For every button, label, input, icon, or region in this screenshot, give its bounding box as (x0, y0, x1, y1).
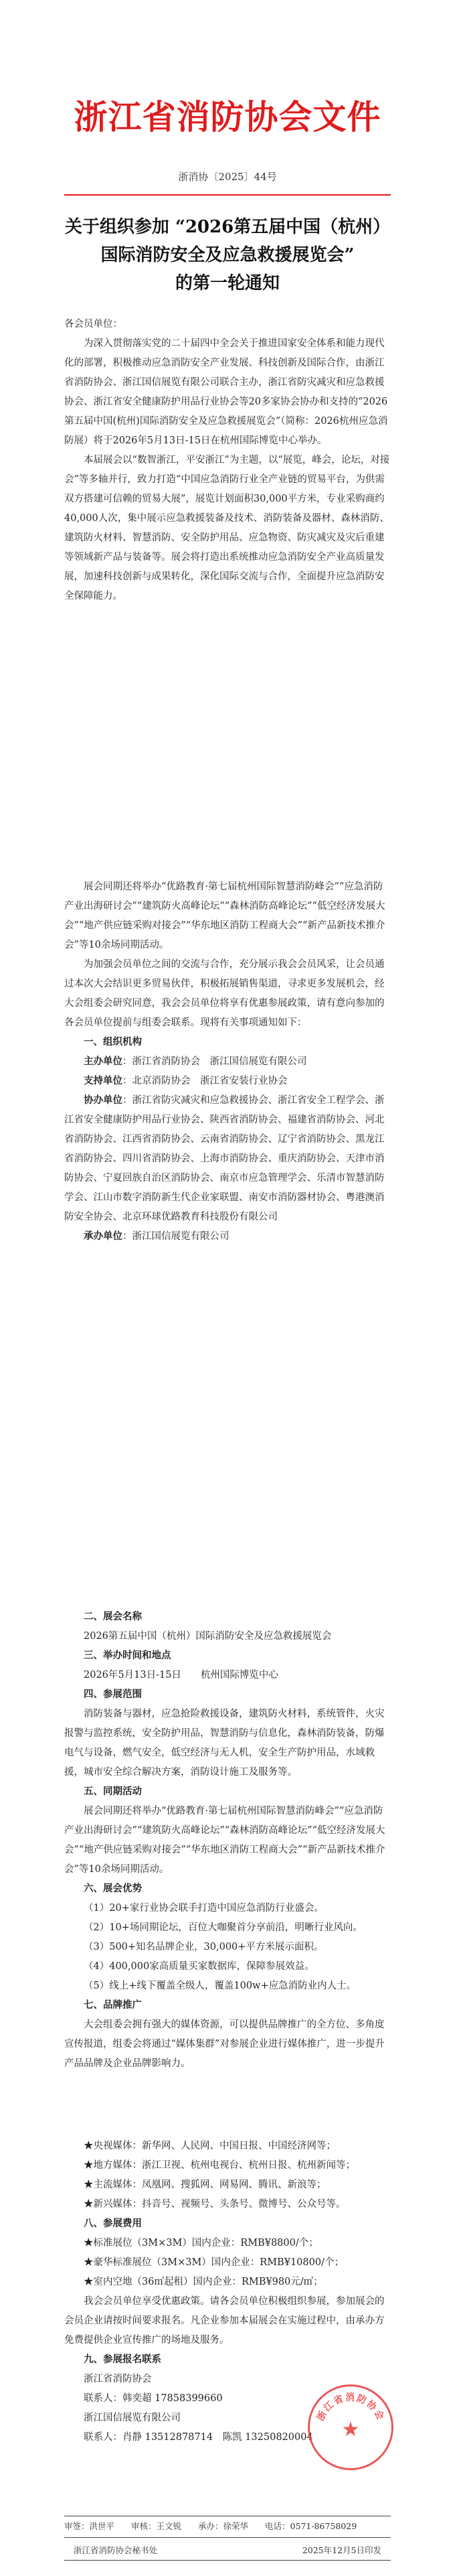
media-item: ★央视媒体：新华网、人民网、中国日报、中国经济网等； (84, 2141, 336, 2151)
intro-paragraph: 为加强会员单位之间的交流与合作，充分展示我会会员风采，让会员通过本次大会结识更多贸易伙伴，积极拓展销售渠道，寻求更多发展机会，经大会组委会研究同意，我会会员单位将享有优惠参展政策，请有意向参加的各会员单位提前与组委会联系。现将有关事项通知如下： (64, 959, 385, 1028)
notice-title-line: 关于组织参加 “2026第五届中国（杭州） (64, 217, 391, 237)
header-divider (64, 194, 391, 196)
section-title: 五、同期活动 (84, 1786, 142, 1797)
section-body: 2026年5月13日-15日 杭州国际博览中心 (84, 1670, 278, 1680)
salutation: 各会员单位： (64, 319, 122, 330)
org-value: 北京消防协会 浙江省安装行业协会 (132, 1076, 288, 1086)
org-row: 协办单位：浙江省防灾减灾和应急救援协会、浙江省安全工程学会、浙江省安全健康防护用品行业协会、陕西省消防协会、福建省消防协会、河北省消防协会、江西省消防协会、云南省消防协会、辽宁省消防协会、黑龙江省消防协会、四川省消防协会、上海市消防协会、重庆消防协会、天津市消防协会、宁夏回族自治区消防协会、南京市应急管理学会、乐清市智慧消防学会、江山市数字消防新生代企业家联盟、南安市消防器材协会、粤港澳消防安全协会、北京环球优路教育科技股份有限公司 (64, 1095, 385, 1222)
footer-divider (64, 2560, 391, 2561)
intro-paragraph: 本届展会以“数智浙江，平安浙江”为主题，以“展览，峰会，论坛，对接会”等多轴并行，致力打造“中国应急消防行业全产业链的贸易平台，为供需双方搭建可信赖的贸易大展”，展览计划面积30,000平方米，专业采购商约40,000人次，集中展示应急救援装备及技术、消防装备及器材、森林消防、建筑防火材料、智慧消防、安全防护用品、应急物资、防灾减灾及灾后重建等领域新产品与装备等。展会将打造出系统推动应急消防安全产业高质量发展，加速科技创新与成果转化，深化国际交流与合作，全面提升应急消防安全保障能力。 (64, 455, 390, 601)
advantage-item: （3）500+知名品牌企业，30,000+平方米展示面积。 (84, 1942, 324, 1952)
seal-text: 浙江省消防协会 (315, 2392, 386, 2423)
footer-issuer: 浙江省消防协会秘书处 (74, 2545, 158, 2555)
media-item: ★主流媒体：凤凰网、搜狐网、网易网、腾讯、新浪等； (84, 2179, 327, 2190)
section-title: 一、组织机构 (84, 1037, 142, 1048)
section-title: 七、品牌推广 (84, 2000, 142, 2011)
intro-paragraph: 为深入贯彻落实党的二十届四中全会关于推进国家安全体系和能力现代化的部署，积极推动应急消防安全产业发展、科技创新及国际合作，由浙江省消防协会、浙江国信展览有限公司联合主办，浙江省防灾减灾和应急救援协会、浙江省安全健康防护用品行业协会等20多家协会协办和支持的“2026第五届中国(杭州)国际消防安全及应急救援展览会”（简称：2026杭州应急消防展）将于2026年5月13日-15日在杭州国际博览中心举办。 (64, 338, 388, 446)
section-body: 2026第五届中国（杭州）国际消防安全及应急救援展览会 (84, 1631, 332, 1642)
org-value: 浙江省消防协会 浙江国信展览有限公司 (132, 1056, 307, 1067)
org-label: 承办单位 (84, 1231, 122, 1242)
contact-line: 浙江省消防协会 (84, 2374, 152, 2384)
fee-item: ★室内空地（36㎡起租）国内企业：RMB¥980元/㎡； (84, 2277, 323, 2287)
seal-star-icon: ★ (341, 2418, 360, 2441)
header-title: 浙江省消防协会文件 (74, 97, 381, 137)
section-title: 九、参展报名联系 (84, 2354, 161, 2365)
advantage-item: （2）10+场同期论坛，百位大咖聚首分享前沿，明晰行业风向。 (84, 1922, 363, 1933)
org-value: 浙江国信展览有限公司 (132, 1231, 230, 1242)
org-row: 支持单位：北京消防协会 浙江省安装行业协会 (84, 1076, 288, 1086)
details-section (64, 1607, 391, 2074)
section-body: 大会组委会拥有强大的媒体资源，可以提供品牌推广的全方位、多角度宣传报道，组委会将通过“媒体集群”对参展企业进行媒体推广，进一步提升产品品牌及企业品牌影响力。 (64, 2019, 385, 2069)
media-item: ★新兴媒体：抖音号、视频号、头条号、微博号、公众号等。 (84, 2199, 346, 2210)
fee-note: 我会会员单位享受优惠政策。请各会员单位积极组织参展，参加展会的会员企业请按时间要求报名。凡企业参加本届展会在实施过程中，由承办方免费提供企业宣传推广的场地及服务。 (64, 2296, 385, 2346)
intro-paragraph: 展会同期还将举办“优路教育·第七届杭州国际智慧消防峰会”“应急消防产业出海研讨会”“建筑防火高峰论坛”“森林消防高峰论坛”“低空经济发展大会”“地产供应链采购对接会”“华东地区消防工程商大会”“新产品新技术推介会”等10余场同期活动。 (64, 881, 385, 950)
notice-title-line: 国际消防安全及应急救援展览会” (100, 245, 355, 265)
intro-section (64, 315, 391, 606)
footer-date: 2025年12月5日印发 (302, 2545, 381, 2555)
section-body: 消防装备与器材，应急抢险救援设备，建筑防火材料，系统管件，火灾报警与监控系统，安全防护用品，智慧消防与信息化，森林消防装备，防爆电气与设备，燃气安全，低空经济与无人机，安全生产防护用品，水域救援，城市安全综合解决方案，消防设计施工及服务等。 (64, 1709, 385, 1778)
org-label: 协办单位 (84, 1095, 122, 1106)
fee-item: ★标准展位（3M×3M）国内企业：RMB¥8800/个； (84, 2238, 318, 2248)
org-value: 浙江省防灾减灾和应急救援协会、浙江省安全工程学会、浙江省安全健康防护用品行业协会、陕西省消防协会、福建省消防协会、河北省消防协会、江西省消防协会、云南省消防协会、辽宁省消防协会、黑龙江省消防协会、四川省消防协会、上海市消防协会、重庆消防协会、天津市消防协会、宁夏回族自治区消防协会、南京市应急管理学会、乐清市智慧消防学会、江山市数字消防新生代企业家联盟、南安市消防器材协会、粤港澳消防安全协会、北京环球优路教育科技股份有限公司 (64, 1095, 385, 1222)
contact-line: 浙江国信展览有限公司 (84, 2413, 181, 2423)
section-title: 六、展会优势 (84, 1883, 142, 1894)
footer-divider (64, 2537, 391, 2538)
notice-title-line: 的第一轮通知 (175, 273, 280, 293)
fee-item: ★豪华标准展位（3M×3M）国内企业：RMB¥10800/个； (84, 2257, 344, 2268)
section-title: 二、展会名称 (84, 1612, 142, 1622)
contact-line: 联系人：肖静 13512878714 陈凯 13250820004 (84, 2432, 313, 2443)
section-title: 三、举办时间和地点 (84, 1650, 171, 1661)
org-row: 主办单位：浙江省消防协会 浙江国信展览有限公司 (84, 1056, 307, 1067)
activities-intro-section (64, 877, 391, 1246)
org-label: 主办单位 (84, 1056, 122, 1067)
advantage-item: （1）20+家行业协会联手打造中国应急消防行业盛会。 (84, 1903, 324, 1914)
section-body: 展会同期还将举办“优路教育·第七届杭州国际智慧消防峰会”“应急消防产业出海研讨会”“建筑防火高峰论坛”“森林消防高峰论坛”“低空经济发展大会”“地产供应链采购对接会”“华东地区消防工程商大会”“新产品新技术推介会”等10余场同期活动。 (64, 1806, 385, 1875)
org-label: 支持单位 (84, 1076, 122, 1086)
advantage-item: （5）线上+线下覆盖全级人，覆盖100w+应急消防业内人士。 (84, 1981, 357, 1991)
media-item: ★地方媒体：浙江卫视、杭州电视台、杭州日报、杭州新闻等； (84, 2160, 355, 2171)
document-number: 浙消协〔2025〕44号 (178, 171, 277, 183)
advantage-item: （4）400,000家高质量买家数据库，保障参展效益。 (84, 1961, 314, 1972)
section-title: 四、参展范围 (84, 1689, 142, 1700)
footer-review-line: 审签：洪世平 审核：王文锐 承办：徐荣华 电话：0571-86758029 (64, 2521, 357, 2531)
org-row: 承办单位：浙江国信展览有限公司 (84, 1231, 230, 1242)
contact-line: 联系人：韩奕超 17858399660 (84, 2393, 223, 2404)
section-title: 八、参展费用 (84, 2218, 142, 2229)
seal-graphic (310, 2386, 391, 2468)
notice-title (60, 213, 395, 297)
official-seal (308, 2384, 393, 2470)
